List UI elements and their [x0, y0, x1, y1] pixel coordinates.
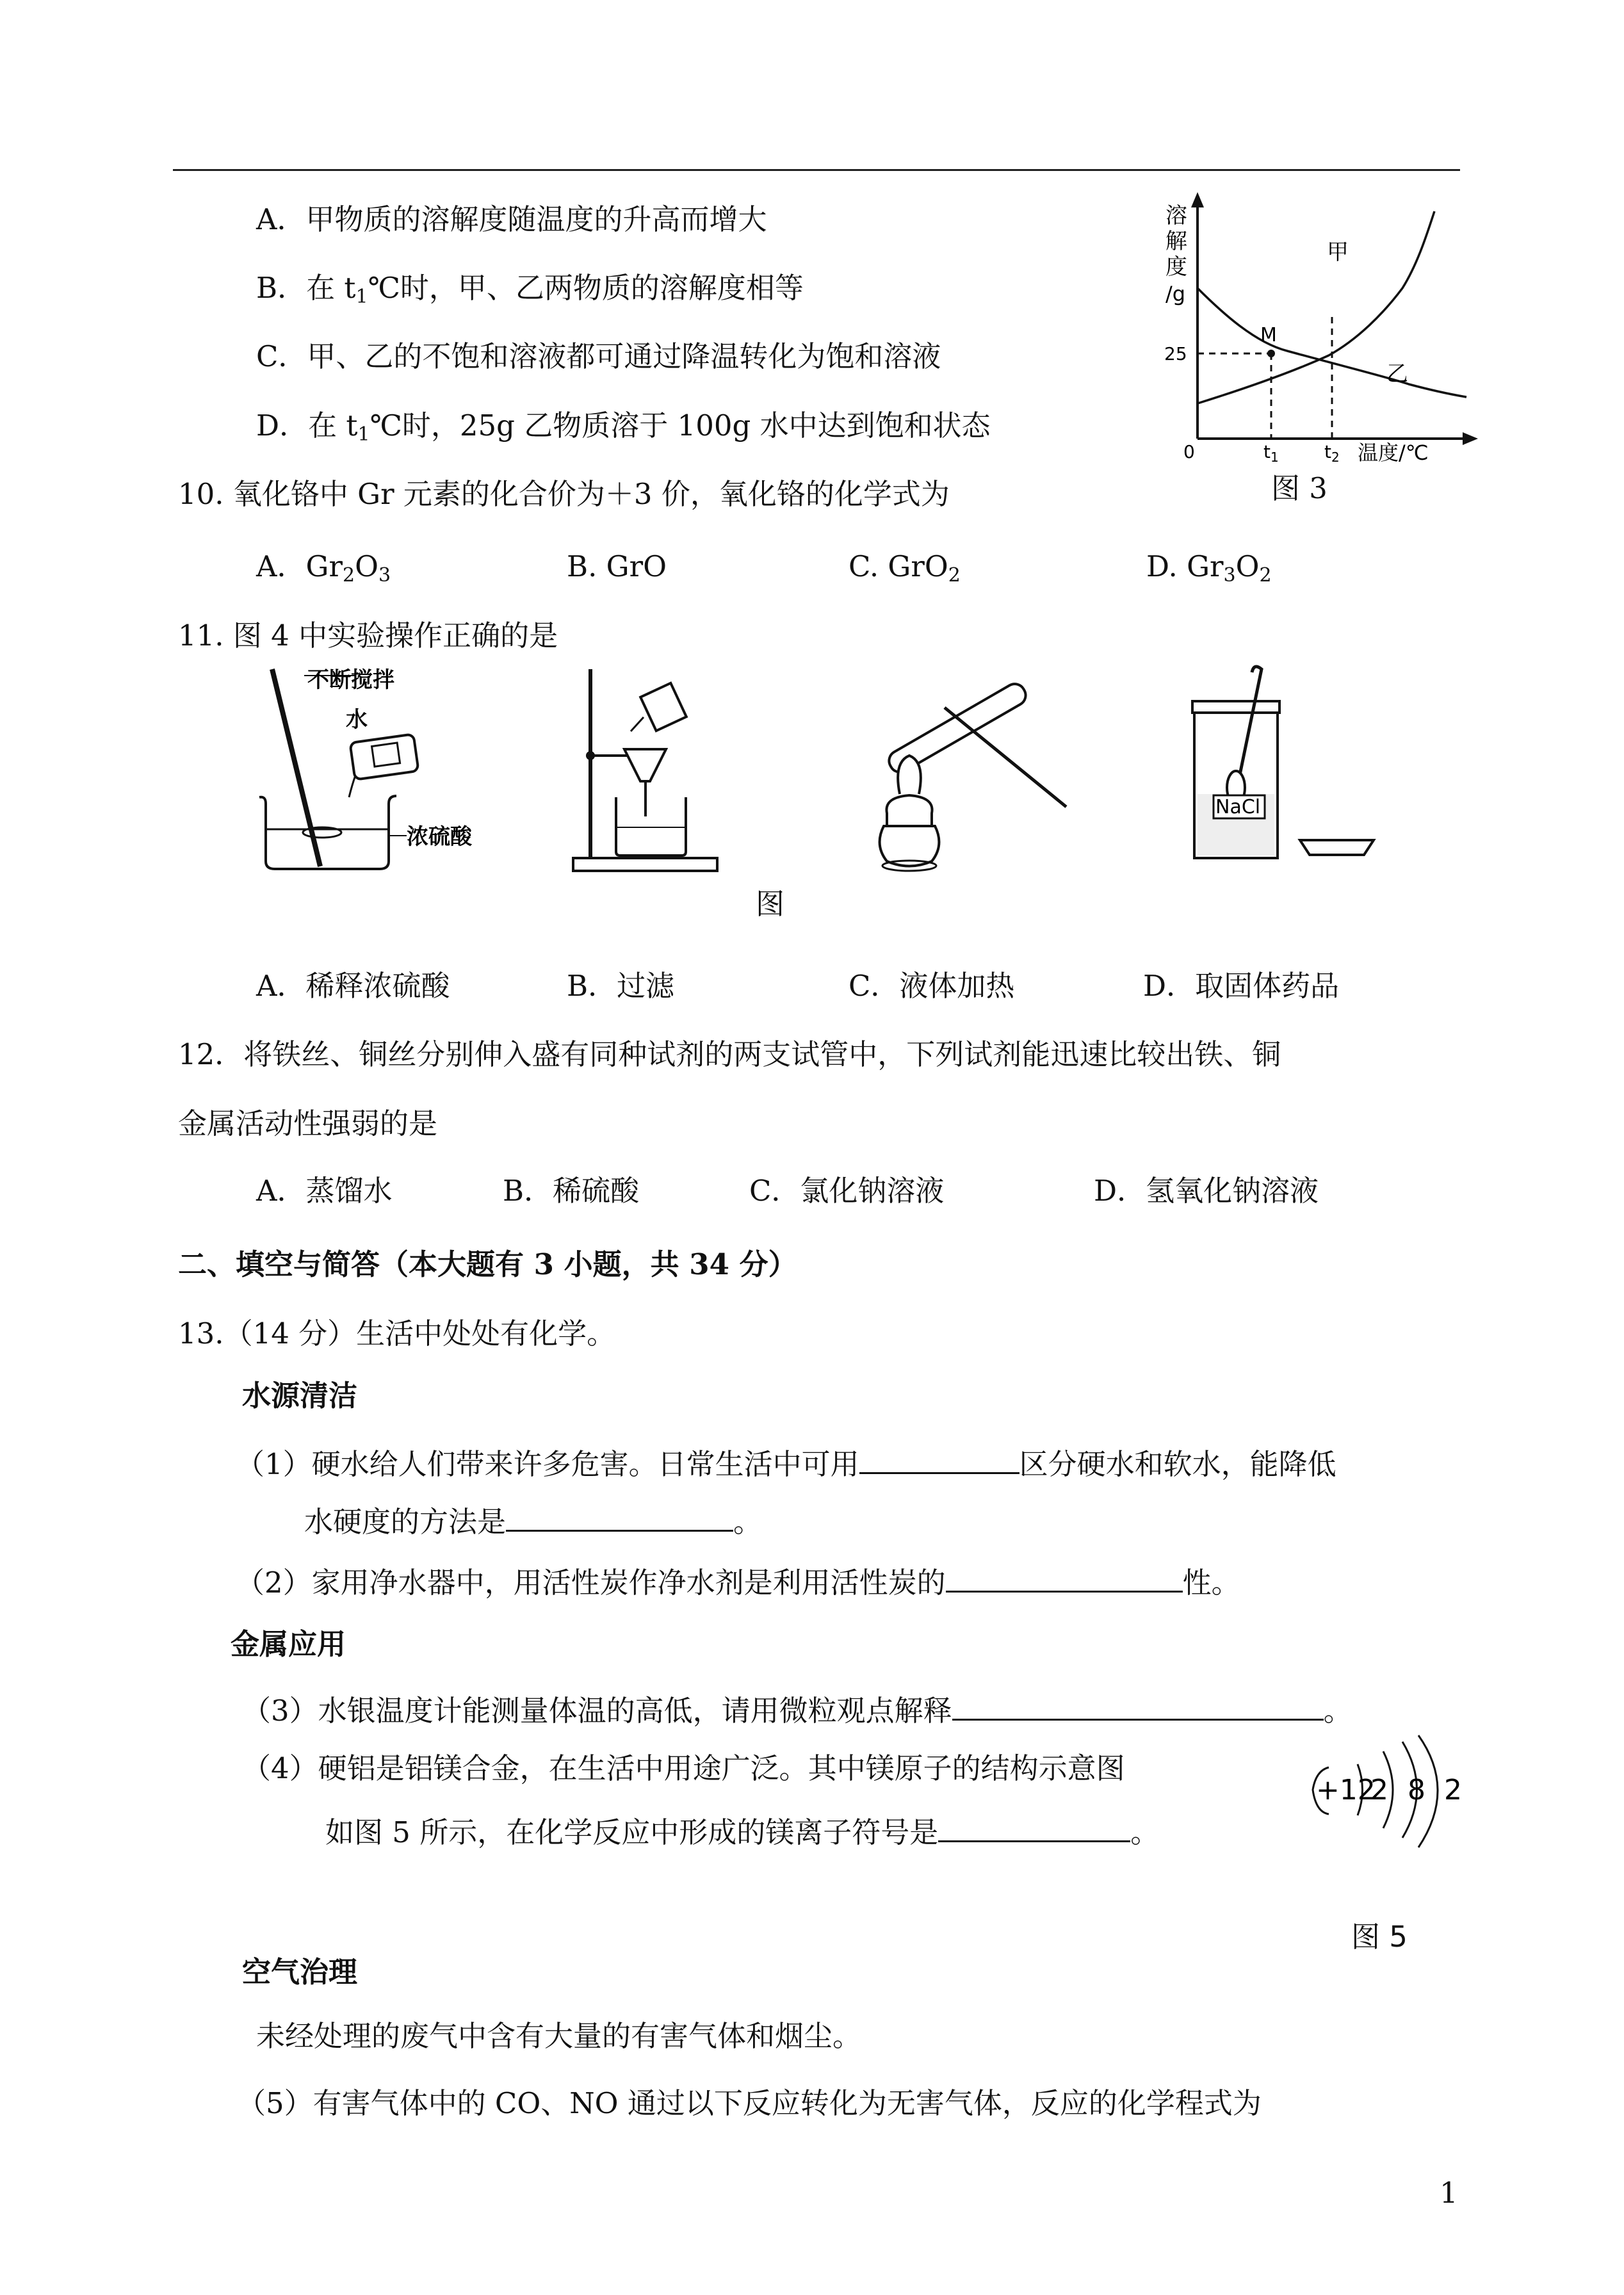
label-acid: 浓硫酸 [407, 824, 472, 850]
figure4-filtration [564, 660, 724, 877]
heading-water: 水源清洁 [242, 1379, 358, 1413]
q13-air-text: 未经处理的废气中含有大量的有害气体和烟尘。 [256, 2019, 862, 2053]
section-heading: 二、填空与简答（本大题有 3 小题，共 34 分） [178, 1247, 797, 1281]
label-water: 水 [346, 707, 368, 733]
figure4-caption: 图 [756, 887, 785, 921]
q9-option-d: D．在 $t_1℃$时，25g 乙物质溶于 100g 水中达到饱和状态 [256, 409, 991, 446]
figure3-xlabel: 温度/℃ [1358, 441, 1429, 465]
answer-blank-4[interactable] [952, 1691, 1324, 1721]
page-number: 1 [1440, 2176, 1458, 2210]
answer-blank-3[interactable] [946, 1562, 1183, 1593]
q13-stem: 13.（14 分）生活中处处有化学。 [178, 1317, 616, 1350]
q11-option-a: A．稀释浓硫酸 [256, 969, 450, 1003]
q13-part5: （5）有害气体中的 CO、NO 通过以下反应转化为无害气体，反应的化学程式为 [237, 2086, 1262, 2120]
header-rule [173, 169, 1460, 171]
q12-stem-line1: 12．将铁丝、铜丝分别伸入盛有同种试剂的两支试管中，下列试剂能迅速比较出铁、铜 [178, 1037, 1281, 1071]
q10-option-a: A．$Gr_2O_3$ [256, 549, 391, 587]
figure5-caption: 图 5 [1351, 1920, 1408, 1954]
figure3-solubility-graph [1146, 186, 1479, 465]
figure3-t1: $t_1$ [1263, 441, 1279, 465]
answer-blank-5[interactable] [938, 1812, 1130, 1842]
q12-option-c: C．氯化钠溶液 [749, 1174, 945, 1208]
figure3-curve-jia-label: 甲 [1327, 239, 1349, 265]
q9-option-b: B．在 $t_1℃$时，甲、乙两物质的溶解度相等 [256, 271, 804, 308]
label-nacl: NaCl [1215, 796, 1261, 818]
figure4-solid-reagent [1178, 660, 1390, 871]
figure3-origin: 0 [1183, 441, 1195, 462]
q12-option-a: A．蒸馏水 [256, 1174, 393, 1208]
q11-option-d: D．取固体药品 [1143, 969, 1340, 1003]
figure3-ylabel-2: 解 [1165, 229, 1187, 254]
q10-option-b: B. GrO [567, 549, 667, 583]
figure4-dilute-acid [253, 663, 496, 874]
label-stir: 不断搅拌 [307, 667, 394, 693]
q13-part1-line1: （1）硬水给人们带来许多危害。日常生活中可用 区分硬水和软水，能降低 [236, 1444, 1336, 1484]
figure4-heating-liquid [849, 660, 1079, 877]
figure3-ylabel-4: /g [1165, 282, 1186, 306]
figure3-ylabel-1: 溶 [1165, 203, 1187, 229]
q13-part4-line2: 如图 5 所示，在化学反应中形成的镁离子符号是 。 [325, 1812, 1159, 1852]
q9-option-c: C．甲、乙的不饱和溶液都可通过降温转化为饱和溶液 [256, 339, 941, 373]
heading-air: 空气治理 [242, 1955, 358, 1989]
figure5-shell-3: 2 [1444, 1774, 1462, 1806]
q13-part4-line1: （4）硬铝是铝镁合金，在生活中用途广泛。其中镁原子的结构示意图 [242, 1751, 1125, 1785]
q11-option-b: B．过滤 [567, 969, 675, 1003]
figure5-mg-atom [1294, 1732, 1486, 1860]
q11-stem: 11. 图 4 中实验操作正确的是 [178, 619, 558, 653]
figure3-point-m: M [1260, 324, 1277, 346]
q9-option-a: A．甲物质的溶解度随温度的升高而增大 [256, 202, 767, 236]
figure3-curve-yi-label: 乙 [1386, 361, 1408, 387]
q12-option-d: D．氢氧化钠溶液 [1094, 1174, 1319, 1208]
figure5-shell-2: 8 [1408, 1774, 1425, 1806]
figure3-y-tick: 25 [1164, 343, 1187, 364]
q10-option-d: D. $Gr_3O_2$ [1146, 549, 1272, 587]
q13-part1-line2: 水硬度的方法是 。 [304, 1502, 762, 1541]
figure3-t2: $t_2$ [1324, 441, 1340, 465]
q10-option-c: C. GrO$_2$ [849, 549, 961, 587]
q10-stem: 10. 氧化铬中 Gr 元素的化合价为＋3 价，氧化铬的化学式为 [178, 477, 950, 511]
figure5-shell-1: 2 [1370, 1774, 1388, 1806]
answer-blank-2[interactable] [506, 1502, 733, 1532]
figure3-caption: 图 3 [1271, 471, 1328, 505]
answer-blank-1[interactable] [859, 1444, 1019, 1474]
q13-part3: （3）水银温度计能测量体温的高低，请用微粒观点解释 。 [242, 1691, 1352, 1730]
q12-stem-line2: 金属活动性强弱的是 [178, 1107, 438, 1140]
figure5-nucleus: +12 [1316, 1774, 1376, 1806]
q12-option-b: B．稀硫酸 [503, 1174, 640, 1208]
q13-part2: （2）家用净水器中，用活性炭作净水剂是利用活性炭的 性。 [236, 1562, 1240, 1602]
heading-metal: 金属应用 [231, 1627, 346, 1661]
q11-option-c: C．液体加热 [849, 969, 1015, 1003]
figure3-ylabel-3: 度 [1165, 254, 1187, 280]
